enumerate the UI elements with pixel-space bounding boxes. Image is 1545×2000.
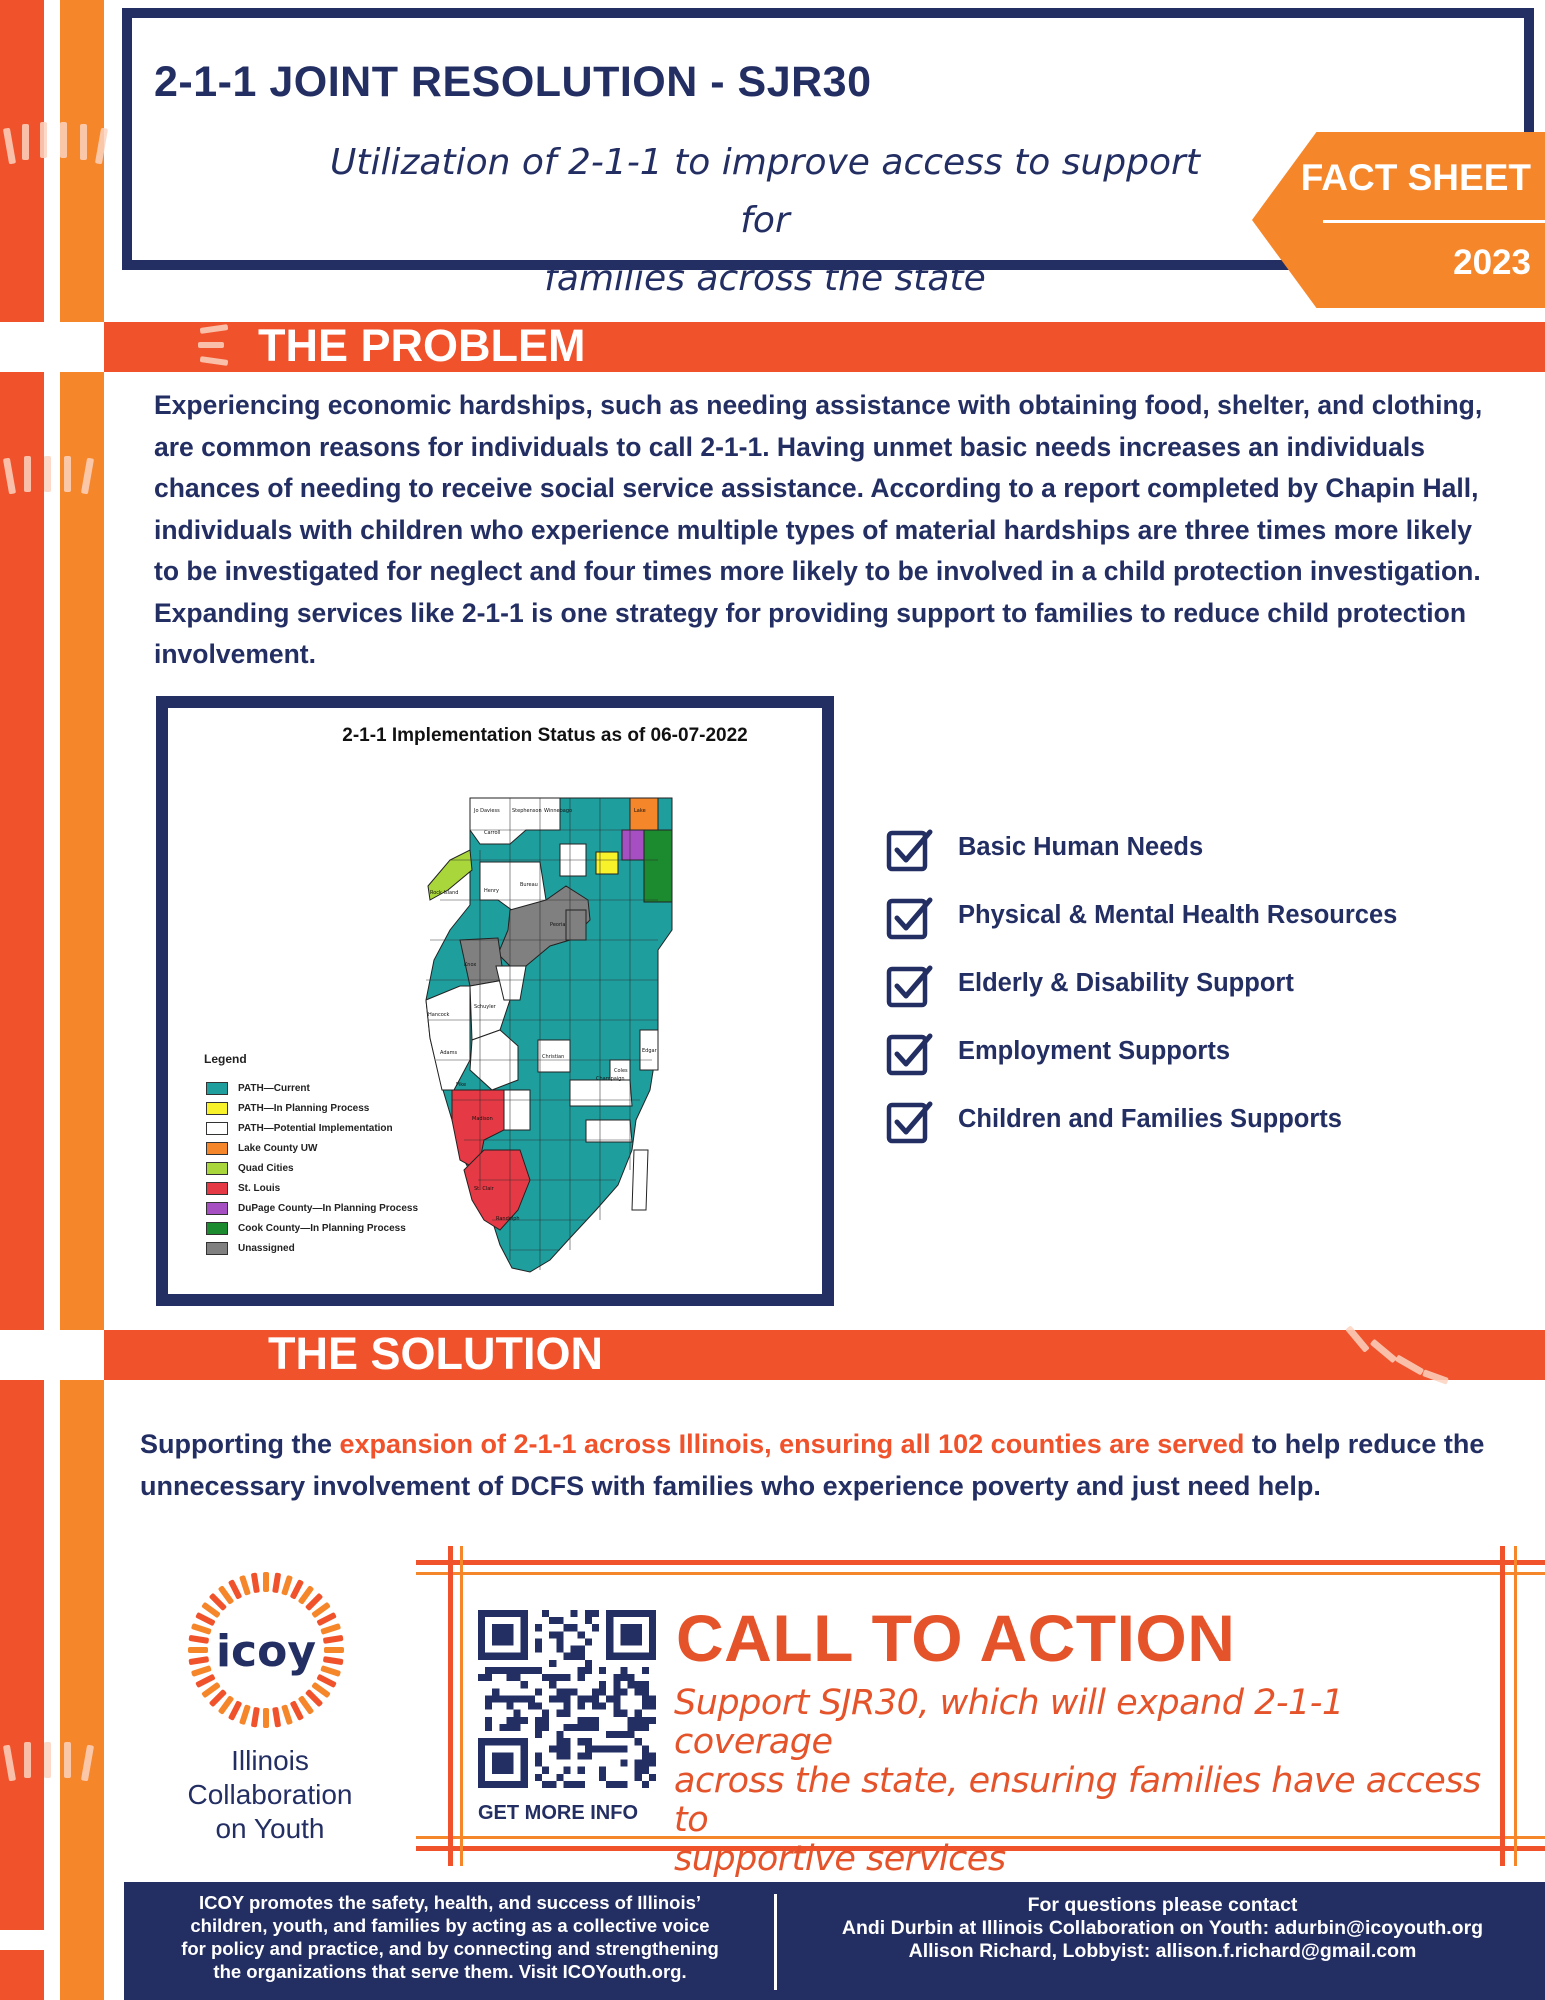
decorative-dash (60, 122, 67, 158)
frame-line (1500, 1546, 1505, 1866)
legend-label: PATH—Current (238, 1082, 310, 1094)
problem-body: Experiencing economic hardships, such as needing assistance with obtaining food, shelter, and clothing, are common reasons for individuals to call 2-1-1. Having unmet basic needs increases an individuals chances of needing to receive social service assistance. According to a report completed by Chapin Hall, individuals with children who experience multiple types of material hardships are three times more likely to be investigated for neglect and four times more likely to be involved in a child protection investigation. Expanding services like 2-1-1 is one strategy for providing support to families to reduce child protection involvement. (154, 390, 1483, 669)
region-cook-county (644, 830, 672, 902)
map-title: 2-1-1 Implementation Status as of 06-07-2022 (342, 725, 748, 746)
page-title: 2-1-1 JOINT RESOLUTION - SJR30 (154, 58, 872, 106)
frame-line (460, 1546, 463, 1866)
legend-swatch (206, 1142, 228, 1155)
subtitle-line: Utilization of 2-1-1 to improve access to support for (330, 142, 1200, 241)
region-planning (596, 852, 618, 874)
legend-item (206, 1141, 317, 1155)
need-label: Elderly & Disability Support (958, 968, 1294, 997)
footer-mission (140, 1891, 760, 1983)
legend-label: Cook County—In Planning Process (238, 1222, 406, 1234)
legend-label: PATH—Potential Implementation (238, 1122, 393, 1134)
county-label: Edgar (642, 1048, 657, 1054)
county-label: Jo Daviess (474, 808, 500, 814)
county-label: Lake (634, 808, 646, 814)
banner-dashes (196, 324, 246, 370)
county-label: Randolph (496, 1216, 520, 1222)
banner-dashes (1340, 1330, 1480, 1380)
organization-name (160, 1744, 380, 1846)
legend-label: St. Louis (238, 1182, 281, 1194)
decorative-dash (44, 456, 51, 492)
county-label: Schuyler (474, 1004, 496, 1010)
county-label: Henry (484, 888, 500, 894)
decorative-dash (24, 456, 31, 492)
legend-item (206, 1101, 369, 1115)
decorative-dash (22, 124, 29, 160)
county-label: Coles (614, 1068, 628, 1074)
checkbox-checked-icon (886, 962, 928, 1004)
need-item (886, 962, 1294, 1004)
county-label: Stephenson (512, 808, 542, 814)
decorative-dash (1370, 1339, 1397, 1364)
county-label: Hancock (428, 1012, 450, 1018)
decorative-dash (80, 124, 87, 160)
footer-line: the organizations that serve them. Visit ICOYouth.org. (213, 1961, 687, 1982)
checkbox-checked-icon (886, 894, 928, 936)
county-label: Carroll (484, 830, 501, 836)
subtitle-line: families across the state (544, 258, 986, 299)
region-lake-county (630, 798, 658, 830)
decorative-dash (1395, 1354, 1424, 1375)
get-more-info-label: GET MORE INFO (478, 1802, 638, 1824)
county-label: Pike (456, 1082, 467, 1088)
problem-heading: THE PROBLEM (258, 320, 586, 371)
county-label: Peoria (550, 922, 566, 928)
contact-andi: Andi Durbin at Illinois Collaboration on Youth: adurbin@icoyouth.org (841, 1917, 1484, 1939)
frame-line (1514, 1546, 1517, 1866)
footer-divider (774, 1894, 777, 1990)
county-label: Madison (472, 1116, 493, 1122)
decorative-dash (64, 1742, 71, 1778)
legend-swatch (206, 1182, 228, 1195)
legend-item (206, 1241, 295, 1255)
decorative-dash (64, 456, 71, 492)
solution-highlight: expansion of 2-1-1 across Illinois, ensuring all 102 counties are served (339, 1429, 1245, 1459)
county-label: Adams (440, 1050, 458, 1056)
decorative-dash (200, 324, 229, 334)
need-label: Children and Families Supports (958, 1104, 1342, 1133)
legend-swatch (206, 1242, 228, 1255)
call-to-action-body (674, 1684, 1494, 1879)
tag-divider (1323, 220, 1545, 223)
legend-swatch (206, 1162, 228, 1175)
left-stripe-orange (60, 0, 104, 2000)
need-label: Employment Supports (958, 1036, 1231, 1065)
county-label: Rock Island (430, 890, 459, 896)
cta-line: supportive services (674, 1839, 1006, 1879)
legend-label: PATH—In Planning Process (238, 1102, 370, 1114)
legend-item (206, 1161, 294, 1175)
frame-line (416, 1572, 1545, 1575)
legend-swatch (206, 1122, 228, 1135)
legend-swatch (206, 1102, 228, 1115)
left-stripe-red (0, 0, 44, 2000)
county-label: Knox (464, 962, 477, 968)
solution-text-part: to help reduce the unnecessary involvement of DCFS with families who experience poverty and just need help. (140, 1429, 1485, 1501)
decorative-dash (1422, 1369, 1449, 1384)
checkbox-checked-icon (886, 1098, 928, 1140)
legend-swatch (206, 1202, 228, 1215)
county-label: Champaign (596, 1076, 625, 1082)
illinois-map (400, 790, 690, 1280)
legend-label: Quad Cities (238, 1162, 294, 1174)
call-to-action-title: CALL TO ACTION (676, 1601, 1236, 1675)
region-potential (632, 1150, 648, 1210)
legend-item (206, 1181, 280, 1195)
region-potential (570, 1080, 632, 1106)
stripe-gap (0, 322, 104, 372)
legend-label: DuPage County—In Planning Process (238, 1202, 419, 1214)
legend-swatch (206, 1222, 228, 1235)
qr-code-icon[interactable] (478, 1610, 656, 1788)
contact-allison: Allison Richard, Lobbyist: allison.f.richard@gmail.com (908, 1940, 1417, 1962)
county-label: Bureau (520, 882, 538, 888)
need-item (886, 894, 1397, 936)
cta-line: across the state, ensuring families have access to (674, 1761, 1481, 1840)
decorative-dash (198, 342, 224, 348)
region-unassigned (566, 910, 586, 940)
legend-item (206, 1081, 310, 1095)
legend-item (206, 1121, 393, 1135)
legend-swatch (206, 1082, 228, 1095)
solution-heading: THE SOLUTION (268, 1328, 603, 1379)
legend-label: Lake County UW (238, 1142, 318, 1154)
org-name-line: Collaboration (187, 1779, 353, 1810)
legend-item (206, 1201, 418, 1215)
decorative-dash (44, 1742, 51, 1778)
legend-item (206, 1221, 406, 1235)
stripe-gap (0, 1330, 104, 1380)
footer-line: children, youth, and families by acting as a collective voice (190, 1915, 710, 1936)
need-item (886, 1098, 1342, 1140)
county-label: Winnebago (544, 808, 573, 814)
decorative-dash (1345, 1325, 1370, 1352)
need-item (886, 826, 1203, 868)
county-label: Christian (542, 1054, 565, 1060)
org-name-line: on Youth (215, 1813, 325, 1844)
frame-line (416, 1560, 1545, 1565)
solution-text-part: Supporting the (140, 1429, 340, 1459)
legend-label: Unassigned (238, 1242, 295, 1254)
logo-wordmark: icoy (215, 1626, 317, 1677)
region-potential (586, 1120, 632, 1142)
decorative-dash (24, 1742, 31, 1778)
checkbox-checked-icon (886, 826, 928, 868)
fact-sheet-year: 2023 (1453, 243, 1531, 282)
footer-line: For questions please contact (1027, 1894, 1298, 1916)
footer-line: ICOY promotes the safety, health, and success of Illinois’ (198, 1892, 702, 1913)
checkbox-checked-icon (886, 1030, 928, 1072)
legend-title: Legend (204, 1052, 247, 1066)
region-dupage-county (622, 830, 644, 860)
fact-sheet-label: FACT SHEET (1300, 157, 1531, 198)
need-item (886, 1030, 1230, 1072)
page-subtitle (300, 134, 1230, 308)
decorative-dash (200, 356, 229, 366)
stripe-gap (0, 1930, 60, 1950)
need-label: Basic Human Needs (958, 832, 1204, 861)
cta-line: Support SJR30, which will expand 2-1-1 coverage (674, 1683, 1344, 1762)
region-potential (504, 1090, 530, 1130)
footer-contact (790, 1894, 1535, 1963)
org-name-line: Illinois (231, 1745, 309, 1776)
decorative-dash (40, 122, 47, 158)
frame-line (448, 1546, 453, 1866)
footer-line: for policy and practice, and by connecting and strengthening (181, 1938, 719, 1959)
county-label: St. Clair (474, 1186, 494, 1192)
icoy-logo-icon (186, 1570, 346, 1730)
need-label: Physical & Mental Health Resources (958, 900, 1398, 929)
solution-body (140, 1423, 1490, 1507)
